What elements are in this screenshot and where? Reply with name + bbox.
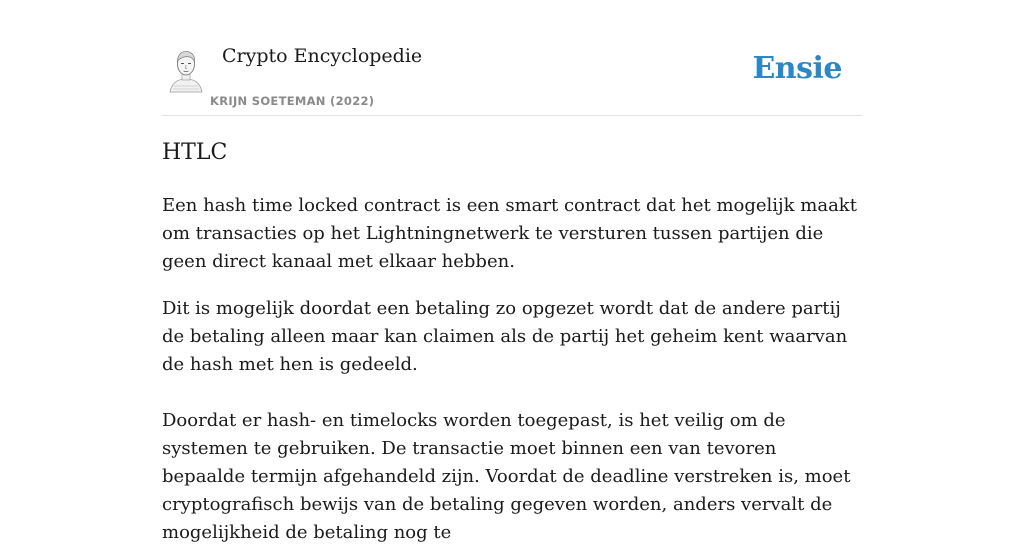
- entry-paragraph-2: Dit is mogelijk doordat een betaling zo opgezet wordt dat de andere partij de betaling alleen maar kan claimen als de partij het geheim kent waarvan de hash met hen is gedeeld.: [162, 298, 848, 375]
- entry-title: HTLC: [162, 140, 228, 165]
- entry-paragraph-3: Doordat er hash- en timelocks worden toegepast, is het veilig om de systemen te gebruiken. De transactie moet binnen een van tevoren bepaalde termijn afgehandeld zijn. Voordat de deadline verstreken is, moet cryptografisch bewijs van de betaling gegeven worden, anders vervalt de mogelijkheid de betaling nog te: [162, 410, 851, 543]
- author-portrait-icon[interactable]: [166, 48, 206, 92]
- entry-header: [162, 0, 862, 116]
- entry-body: [162, 192, 862, 547]
- content-container: [162, 0, 862, 543]
- author-line[interactable]: KRIJN SOETEMAN (2022): [210, 94, 375, 108]
- entry-paragraph-1: Een hash time locked contract is een smart contract dat het mogelijk maakt om transacties op het Lightningnetwerk te versturen tussen partijen die geen direct kanaal met elkaar hebben.: [162, 195, 857, 272]
- book-title[interactable]: Crypto Encyclopedie: [222, 45, 423, 67]
- ensie-logo[interactable]: Ensie: [752, 51, 842, 86]
